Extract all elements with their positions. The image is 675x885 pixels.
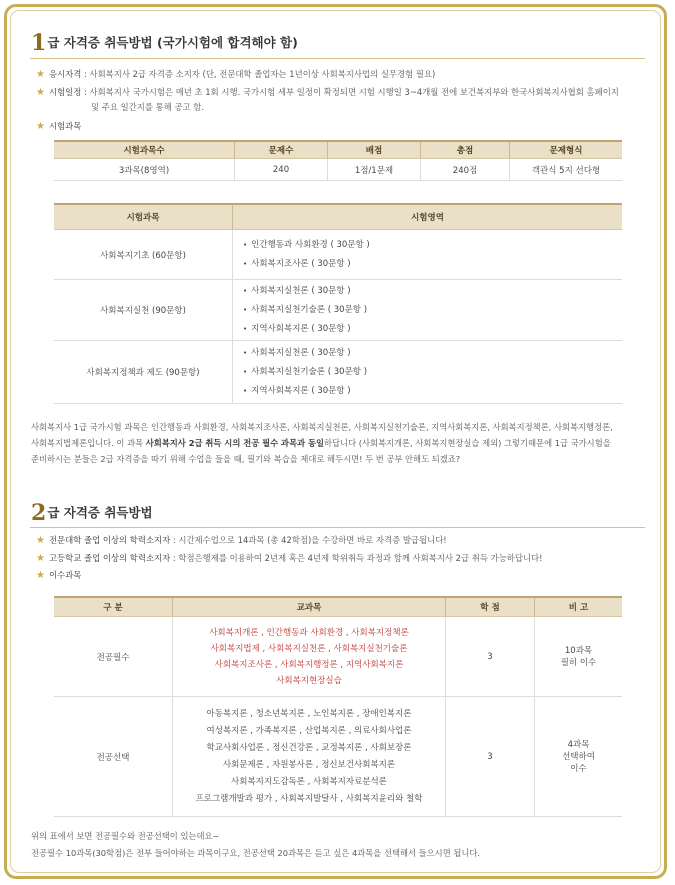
star-icon: ★ bbox=[36, 121, 45, 132]
section1-divider bbox=[30, 58, 645, 59]
table-row: 사회복지기초 (60문항) • 인간행동과 사회환경 ( 30문항 ) • 사회복지조사론 ( 30문항 ) bbox=[54, 230, 622, 280]
section2-title bbox=[31, 500, 153, 526]
table-cell: 1점/1문제 bbox=[328, 159, 421, 181]
section2-divider bbox=[30, 527, 645, 528]
course-table: 구 분 교과목 학 점 비 고 전공필수 사회복지개론 , 인간행동과 사회환경 , 사회복지정책론 사회복지법제 , 사회복지실천론 , 사회복지실천기술론 사회복지조사론 , 사회복지행정론 , 지역사회복지론 사회복지현장실습 3 10과목 필히 이수 전공선택 아동복지론 , 청소년복지론 , 노인복지론 , 장애인복지론 여성복지론 , 가족복지론 , 산업복지론 , 의료사회사업론 학교사회사업론 , 정신건강론 , 교정복지론 , 사회보장론 사회문제론 , 자원봉사론 , 정신보건사회복지론 사회복지지도감독론 , 사회복지자료분석론 프로그램개발과 평가 , 사회복지발달사 , 사회복지윤리와 철학 3 4과목 선택하여 이수 bbox=[54, 596, 622, 817]
bullet-schedule: ★ 시험일정 : 사회복지사 국가시험은 매년 초 1회 시행. 국가시험 세부 일정이 확정되면 시험 시행일 3~4개월 전에 보건복지부와 한국사회복지사협회 홈페이지 및 주요 일간지를 통해 공고 함. bbox=[36, 87, 619, 112]
section1-paragraph: 사회복지사 1급 국가시험 과목은 인간행동과 사회환경, 사회복지조사론, 사회복지실천론, 사회복지실천기술론, 지역사회복지론, 사회복지정책론, 사회복지행정론, 사회복지법제론입니다. 이 과목 사회복지사 2급 취득 시의 전공 필수 과목과 동일하답니다 (사회복지개론, 사회복지현장실습 제외) 그렇기때문에 1급 국가시험을 준비하시는 분들은 2급 자격증을 따기 위해 수업을 들을 때, 필기와 복습을 제대로 해두시면! 두 번 공부 안해도 되겠죠? bbox=[31, 422, 613, 464]
section2-number: 2 bbox=[31, 500, 46, 526]
table-row: 사회복지정책과 제도 (90문항) • 사회복지실천론 ( 30문항 ) • 사회복지실천기술론 ( 30문항 ) • 지역사회복지론 ( 30문항 ) bbox=[54, 341, 622, 404]
star-icon: ★ bbox=[36, 553, 45, 564]
section1-title-text: 급 자격증 취득방법 (국가시험에 합격해야 함) bbox=[47, 35, 298, 50]
table-cell: 객관식 5지 선다형 bbox=[510, 159, 623, 181]
star-icon: ★ bbox=[36, 570, 45, 581]
bullet-highschool: ★ 고등학교 졸업 이상의 학력소지자 : 학점은행제를 이용하여 2년제 혹은 4년제 학위취득 과정과 함께 사회복지사 2급 취득 가능하답니다! bbox=[36, 553, 543, 564]
table-row-required: 전공필수 사회복지개론 , 인간행동과 사회환경 , 사회복지정책론 사회복지법제 , 사회복지실천론 , 사회복지실천기술론 사회복지조사론 , 사회복지행정론 , 지역사회복지론 사회복지현장실습 3 10과목 필히 이수 bbox=[54, 617, 622, 697]
bullet-eligibility: ★ 응시자격 : 사회복지사 2급 자격증 소지자 (단, 전문대학 졸업자는 1년이상 사회복지사업의 실무경험 필요) bbox=[36, 69, 436, 80]
table-cell: 240점 bbox=[421, 159, 510, 181]
star-icon: ★ bbox=[36, 69, 45, 80]
exam-info-table: 시험과목수 문제수 배점 총점 문제형식 3과목(8영역) 240 1점/1문제 240점 객관식 5지 선다형 bbox=[54, 140, 622, 181]
star-icon: ★ bbox=[36, 535, 45, 546]
section1-title bbox=[31, 30, 298, 56]
exam-subject-table: 시험과목 시험영역 사회복지기초 (60문항) • 인간행동과 사회환경 ( 30문항 ) • 사회복지조사론 ( 30문항 ) 사회복지실천 (90문항) • 사회복지실천론 ( 30문항 ) • 사회복지실천기술론 ( 30문항 ) • 지역사회복지론 ( 30문항 ) 사회복지정책과 제도 (90문항) • 사회복지실천론 ( 30문항 ) • 사회복지실천기술론 ( 30문항 ) • 지역사회복지론 ( 30문항 ) bbox=[54, 203, 622, 404]
bullet-subjects: ★ 시험과목 bbox=[36, 121, 82, 132]
bullet-college: ★ 전문대학 졸업 이상의 학력소지자 : 시간제수업으로 14과목 (총 42학점)을 수강하면 바로 자격증 발급됩니다! bbox=[36, 535, 447, 546]
table-cell: 240 bbox=[235, 159, 328, 181]
table-row: 사회복지실천 (90문항) • 사회복지실천론 ( 30문항 ) • 사회복지실천기술론 ( 30문항 ) • 지역사회복지론 ( 30문항 ) bbox=[54, 280, 622, 341]
table-cell: 3과목(8영역) bbox=[54, 159, 235, 181]
bullet-courses: ★ 이수과목 bbox=[36, 570, 82, 581]
star-icon: ★ bbox=[36, 87, 45, 98]
section1-number: 1 bbox=[31, 30, 46, 56]
section2-title-text: 급 자격증 취득방법 bbox=[47, 505, 153, 520]
table-row-elective: 전공선택 아동복지론 , 청소년복지론 , 노인복지론 , 장애인복지론 여성복지론 , 가족복지론 , 산업복지론 , 의료사회사업론 학교사회사업론 , 정신건강론 , 교정복지론 , 사회보장론 사회문제론 , 자원봉사론 , 정신보건사회복지론 사회복지지도감독론 , 사회복지자료분석론 프로그램개발과 평가 , 사회복지발달사 , 사회복지윤리와 철학 3 4과목 선택하여 이수 bbox=[54, 697, 622, 817]
section2-footer: 위의 표에서 보면 전공필수와 전공선택이 있는데요~ 전공필수 10과목(30학점)은 전부 들어야하는 과목이구요, 전공선택 20과목은 듣고 싶은 4과목을 선택해서 들으시면 됩니다. bbox=[31, 831, 481, 858]
